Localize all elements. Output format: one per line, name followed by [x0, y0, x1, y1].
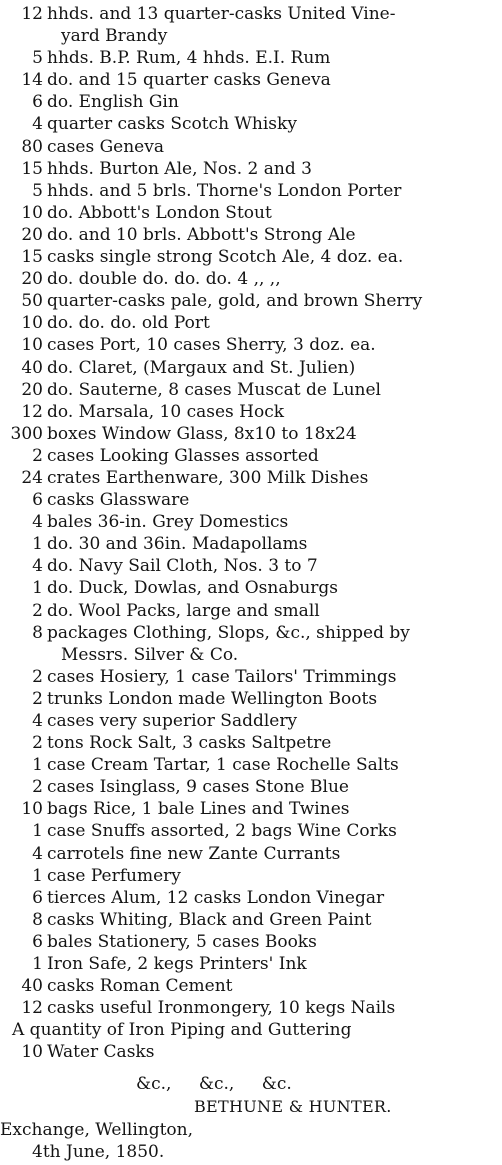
item-quantity: 20: [21, 269, 43, 290]
list-item: [0, 511, 502, 533]
item-description: [47, 555, 318, 577]
item-quantity: 2: [32, 733, 43, 754]
list-item: [0, 202, 502, 224]
item-text: casks single strong Scotch Ale, 4 doz. ea.: [47, 247, 404, 268]
item-description: [12, 1019, 352, 1041]
item-text: casks Glassware: [47, 490, 190, 511]
list-item: [0, 710, 502, 732]
item-description: [47, 798, 349, 820]
item-text: cases Geneva: [47, 136, 164, 157]
item-quantity: 1: [32, 821, 43, 842]
item-quantity: 1: [32, 755, 43, 776]
item-description: [47, 401, 284, 423]
item-quantity: 300: [10, 423, 43, 444]
item-description: [47, 732, 331, 754]
item-description: [47, 887, 384, 909]
item-quantity: 6: [32, 887, 43, 908]
item-quantity: 2: [32, 777, 43, 798]
list-item: [0, 312, 502, 334]
item-description: [47, 334, 376, 356]
item-quantity: 4: [32, 711, 43, 731]
item-quantity: 4: [32, 512, 43, 533]
item-quantity: 20: [21, 224, 43, 245]
item-text: case Perfumery: [47, 865, 181, 886]
list-item: [0, 865, 502, 887]
list-item: [0, 600, 502, 622]
item-description: [47, 975, 232, 997]
item-description: [47, 688, 377, 710]
list-item: [0, 666, 502, 688]
list-item: [0, 467, 502, 489]
item-text: hhds. and 13 quarter-casks United Vine-: [47, 4, 396, 24]
item-continuation: Messrs. Silver & Co.: [61, 644, 239, 665]
item-description: [47, 953, 307, 975]
item-text: tierces Alum, 12 casks London Vinegar: [47, 887, 385, 908]
item-quantity: 2: [32, 688, 43, 709]
item-quantity: 5: [32, 48, 43, 69]
item-text: casks Roman Cement: [47, 976, 233, 997]
item-quantity: 6: [32, 931, 43, 952]
goods-list: [0, 3, 502, 1064]
list-item: [0, 334, 502, 356]
item-description: [47, 69, 331, 91]
item-description: [47, 909, 371, 931]
item-text: do. Claret, (Margaux and St. Julien): [47, 357, 356, 378]
item-description: [47, 113, 297, 135]
item-quantity: 10: [21, 335, 43, 356]
item-text: do. and 10 brls. Abbott's Strong Ale: [47, 224, 356, 245]
item-description: [47, 180, 401, 202]
item-quantity: 4: [32, 556, 43, 577]
item-quantity: 1: [32, 954, 43, 975]
item-quantity: 2: [32, 600, 43, 621]
item-description: [47, 577, 338, 599]
item-description: [47, 379, 381, 401]
item-text: case Snuffs assorted, 2 bags Wine Corks: [47, 821, 397, 842]
list-item: [0, 754, 502, 776]
item-quantity: 50: [21, 291, 43, 312]
item-description: [47, 290, 422, 312]
list-item: [0, 445, 502, 467]
item-text: A quantity of Iron Piping and Guttering: [12, 1020, 352, 1041]
item-text: bags Rice, 1 bale Lines and Twines: [47, 799, 350, 820]
item-text: cases very superior Saddlery: [47, 711, 298, 731]
list-item: [0, 180, 502, 202]
item-quantity: 6: [32, 92, 43, 113]
item-description: [47, 776, 349, 798]
etcetera-line: &c., &c., &c.: [136, 1074, 292, 1094]
item-description: [47, 136, 164, 158]
item-description: [47, 423, 357, 445]
item-quantity: 5: [32, 180, 43, 201]
list-item: [0, 246, 502, 268]
item-description: [47, 202, 272, 224]
item-description: [47, 489, 189, 511]
item-text: do. and 15 quarter casks Geneva: [47, 70, 331, 91]
item-text: bales 36-in. Grey Domestics: [47, 512, 289, 533]
item-text: boxes Window Glass, 8x10 to 18x24: [47, 423, 357, 444]
item-text: casks useful Ironmongery, 10 kegs Nails: [47, 998, 396, 1019]
item-text: quarter-casks pale, gold, and brown Sherry: [47, 291, 423, 312]
item-quantity: 6: [32, 490, 43, 511]
item-continuation: yard Brandy: [61, 26, 168, 47]
item-text: cases Hosiery, 1 case Tailors' Trimmings: [47, 666, 397, 687]
item-description: [47, 224, 356, 246]
item-text: cases Port, 10 cases Sherry, 3 doz. ea.: [47, 335, 376, 356]
item-text: cases Isinglass, 9 cases Stone Blue: [47, 777, 349, 798]
item-text: do. Navy Sail Cloth, Nos. 3 to 7: [47, 556, 318, 577]
list-item: [0, 423, 502, 445]
list-item: [0, 1019, 502, 1041]
item-quantity: 12: [21, 998, 43, 1019]
item-quantity: 14: [21, 70, 43, 91]
item-description: [47, 843, 340, 865]
firm-signature: BETHUNE & HUNTER.: [194, 1097, 392, 1116]
item-quantity: 1: [32, 534, 43, 555]
item-quantity: 10: [21, 313, 43, 334]
list-item: [0, 401, 502, 423]
item-quantity: 80: [21, 136, 43, 157]
item-quantity: 2: [32, 445, 43, 466]
list-item: [0, 555, 502, 577]
item-text: do. Marsala, 10 cases Hock: [47, 401, 285, 422]
list-item: [0, 113, 502, 135]
list-item: [0, 290, 502, 312]
item-description: [47, 467, 368, 489]
item-quantity: 24: [21, 467, 43, 488]
list-item: [0, 975, 502, 997]
item-description: [47, 820, 397, 842]
item-quantity: 10: [21, 799, 43, 820]
item-text: packages Clothing, Slops, &c., shipped by: [47, 622, 410, 643]
item-quantity: 12: [21, 4, 43, 24]
item-text: do. Abbott's London Stout: [47, 202, 272, 223]
list-item: [0, 732, 502, 754]
item-description: [47, 511, 288, 533]
list-item: [0, 688, 502, 710]
item-text: bales Stationery, 5 cases Books: [47, 931, 317, 952]
item-quantity: 10: [21, 1042, 43, 1063]
list-item: [0, 887, 502, 909]
list-item: [0, 136, 502, 158]
item-description: [47, 47, 330, 69]
list-item: [0, 798, 502, 820]
item-description: [47, 1041, 154, 1063]
item-quantity: 10: [21, 202, 43, 223]
item-text: do. Wool Packs, large and small: [47, 600, 320, 621]
item-description: [47, 865, 181, 887]
item-description: [47, 246, 403, 268]
item-description: [47, 91, 179, 113]
item-quantity: 40: [21, 357, 43, 378]
list-item: [0, 909, 502, 931]
item-text: tons Rock Salt, 3 casks Saltpetre: [47, 733, 332, 754]
item-description: [47, 268, 281, 290]
item-text: hhds. Burton Ale, Nos. 2 and 3: [47, 158, 312, 179]
item-text: Iron Safe, 2 kegs Printers' Ink: [47, 954, 307, 975]
list-item: [0, 843, 502, 865]
item-text: do. Duck, Dowlas, and Osnaburgs: [47, 578, 339, 599]
place-line: Exchange, Wellington,: [0, 1120, 194, 1140]
item-text: cases Looking Glasses assorted: [47, 445, 319, 466]
item-quantity: 4: [32, 843, 43, 864]
item-description: [47, 312, 210, 334]
item-text: crates Earthenware, 300 Milk Dishes: [47, 467, 369, 488]
item-quantity: 20: [21, 379, 43, 400]
list-item: [0, 953, 502, 975]
list-item: [0, 224, 502, 246]
list-item: [0, 3, 502, 47]
item-description: [47, 445, 319, 467]
list-item: [0, 357, 502, 379]
list-item: [0, 47, 502, 69]
list-item: [0, 91, 502, 113]
item-quantity: 1: [32, 865, 43, 886]
item-description: [47, 754, 399, 776]
item-text: quarter casks Scotch Whisky: [47, 114, 297, 135]
item-text: hhds. and 5 brls. Thorne's London Porter: [47, 180, 402, 201]
list-item: [0, 268, 502, 290]
list-item: [0, 776, 502, 798]
list-item: [0, 1041, 502, 1063]
item-description: [47, 931, 317, 953]
list-item: [0, 489, 502, 511]
list-item: [0, 997, 502, 1019]
item-description: [47, 622, 410, 666]
item-quantity: 40: [21, 976, 43, 997]
item-text: case Cream Tartar, 1 case Rochelle Salts: [47, 755, 399, 776]
item-description: [47, 710, 297, 732]
list-item: [0, 158, 502, 180]
item-description: [47, 158, 312, 180]
list-item: [0, 69, 502, 91]
item-description: [47, 357, 355, 379]
item-quantity: 1: [32, 578, 43, 599]
item-text: do. double do. do. do. 4 ,, ,,: [47, 269, 281, 290]
item-quantity: 15: [21, 247, 43, 268]
item-quantity: 8: [32, 622, 43, 643]
item-text: casks Whiting, Black and Green Paint: [47, 909, 372, 930]
item-description: [47, 533, 307, 555]
item-description: [47, 3, 395, 47]
item-quantity: 4: [32, 114, 43, 135]
item-text: do. 30 and 36in. Madapollams: [47, 534, 308, 555]
list-item: [0, 931, 502, 953]
item-description: [47, 600, 320, 622]
list-item: [0, 622, 502, 666]
item-quantity: 12: [21, 401, 43, 422]
item-quantity: 2: [32, 666, 43, 687]
list-item: [0, 533, 502, 555]
item-text: hhds. B.P. Rum, 4 hhds. E.I. Rum: [47, 48, 331, 69]
list-item: [0, 577, 502, 599]
list-item: [0, 820, 502, 842]
item-text: Water Casks: [47, 1042, 155, 1063]
item-description: [47, 997, 395, 1019]
item-description: [47, 666, 397, 688]
item-text: carrotels fine new Zante Currants: [47, 843, 341, 864]
item-quantity: 8: [32, 909, 43, 930]
item-text: do. do. do. old Port: [47, 313, 210, 334]
item-text: trunks London made Wellington Boots: [47, 688, 378, 709]
item-quantity: 15: [21, 158, 43, 179]
list-item: [0, 379, 502, 401]
date-line: 4th June, 1850.: [32, 1142, 165, 1162]
item-text: do. Sauterne, 8 cases Muscat de Lunel: [47, 379, 381, 400]
item-text: do. English Gin: [47, 92, 179, 113]
